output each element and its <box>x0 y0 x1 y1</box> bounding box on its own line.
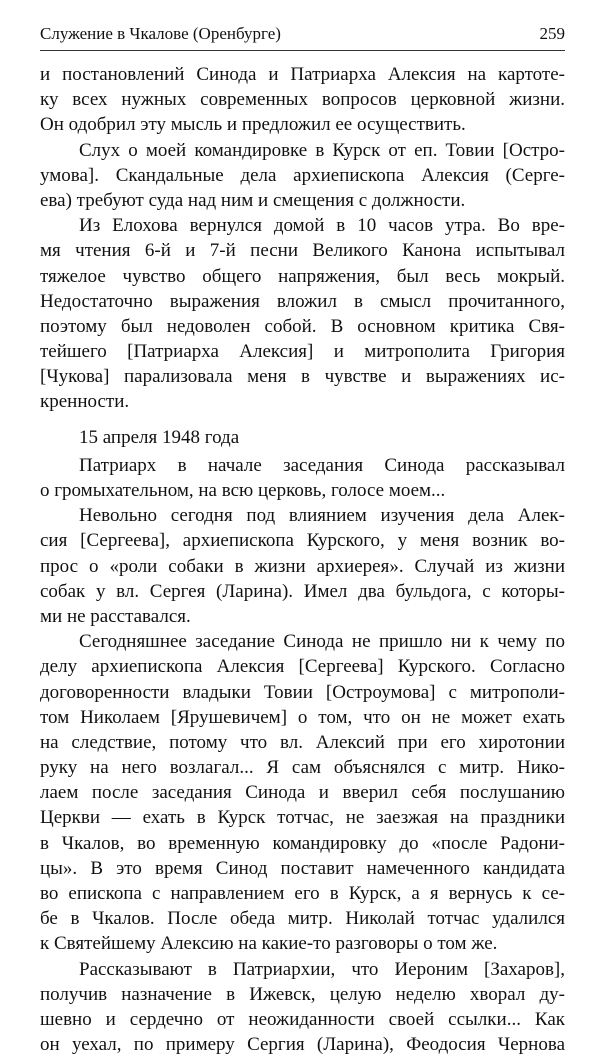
text-line: ева) требуют суда над ним и смещения с должности. <box>40 189 466 211</box>
paragraph <box>40 213 565 415</box>
paragraph <box>40 629 565 956</box>
text-line: [Чукова] парализовала меня в чувстве и выражениях ис- <box>40 366 565 388</box>
text-line: во епископа с направлением его в Курск, а я вернусь к се- <box>40 883 565 904</box>
text-line: умова]. Скандальные дела архиепископа Алексия (Серге- <box>40 164 565 186</box>
paragraph <box>40 453 565 503</box>
text-line: Сегодняшнее заседание Синода не пришло ни к чему по <box>79 631 565 653</box>
text-line: делу архиепископа Алексия [Сергеева] Курского. Согласно <box>40 656 565 678</box>
text-line: договоренности владыки Товии [Остроумова] с митрополи- <box>40 681 565 703</box>
text-line: бе в Чкалов. После обеда митр. Николай тотчас удалился <box>40 908 565 930</box>
text-line: том Николаем [Ярушевичем] о том, что он не может ехать <box>40 706 565 728</box>
text-line: 15 апреля 1948 года <box>79 426 240 448</box>
text-line: Слух о моей командировке в Курск от еп. Товии [Остро- <box>79 139 565 161</box>
header-rule <box>40 50 565 51</box>
text-line: Рассказывают в Патриархии, что Иероним [Захаров], <box>79 958 565 980</box>
text-line: Он одобрил эту мысль и предложил ее осуществить. <box>40 114 466 136</box>
paragraph <box>40 138 565 214</box>
text-line: получив назначение в Ижевск, целую неделю хворал ду- <box>40 983 565 1005</box>
text-line: он уехал, по примеру Сергия (Ларина), Феодосия Чернова <box>40 1034 565 1056</box>
text-line: Патриарх в начале заседания Синода рассказывал <box>79 454 565 476</box>
text-line: и постановлений Синода и Патриарха Алексия на картоте- <box>40 64 565 85</box>
text-line: тяжелое чувство общего напряжения, был весь мокрый. <box>40 265 565 287</box>
text-line: руку на него возлагал... Я сам объяснялся с митр. Нико- <box>40 757 565 779</box>
running-header-title: Служение в Чкалове (Оренбурге) <box>40 24 281 43</box>
text-line: ми не расставался. <box>40 605 191 627</box>
text-line: Из Елохова вернулся домой в 10 часов утра. Во вре- <box>79 215 565 237</box>
text-line: кренности. <box>40 391 130 413</box>
page-body <box>40 62 565 1057</box>
text-line: шевно и сердечно от неожиданности своей ссылки... Как <box>40 1008 565 1030</box>
text-line: тейшего [Патриарха Алексия] и митрополита Григория <box>40 341 565 363</box>
text-line: лаем после заседания Синода и вверил себя послушанию <box>40 782 565 804</box>
paragraph <box>40 957 565 1057</box>
running-header <box>40 24 565 48</box>
text-line: ку всех нужных современных вопросов церковной жизни. <box>40 89 565 111</box>
text-line: Церкви — ехать в Курск тотчас, не заезжая на праздники <box>40 807 565 829</box>
date-heading <box>40 425 565 450</box>
text-line: Недостаточно выражения вложил в смысл прочитанного, <box>40 290 565 312</box>
paragraph <box>40 503 565 629</box>
text-line: мя чтения 6-й и 7-й песни Великого Канона испытывал <box>40 240 565 262</box>
text-line: о громыхательном, на всю церковь, голосе моем... <box>40 480 446 501</box>
text-line: поэтому был недоволен собой. В основном критика Свя- <box>40 315 565 337</box>
text-line: цы». В это время Синод поставит намеченного кандидата <box>40 857 565 879</box>
paragraph <box>40 62 565 138</box>
text-line: к Святейшему Алексию на какие-то разговоры о том же. <box>40 933 498 955</box>
page-number: 259 <box>539 24 565 43</box>
text-line: прос о «роли собаки в жизни архиерея». Случай из жизни <box>40 555 565 577</box>
text-line: собак у вл. Сергея (Ларина). Имел два бульдога, с которы- <box>40 580 565 602</box>
text-line: на следствие, потому что вл. Алексий при его хиротонии <box>40 731 565 753</box>
text-line: в Чкалов, во временную командировку до «после Радони- <box>40 832 565 854</box>
text-line: Невольно сегодня под влиянием изучения дела Алек- <box>79 505 565 527</box>
text-line: сия [Сергеева], архиепископа Курского, у меня возник во- <box>40 530 565 552</box>
